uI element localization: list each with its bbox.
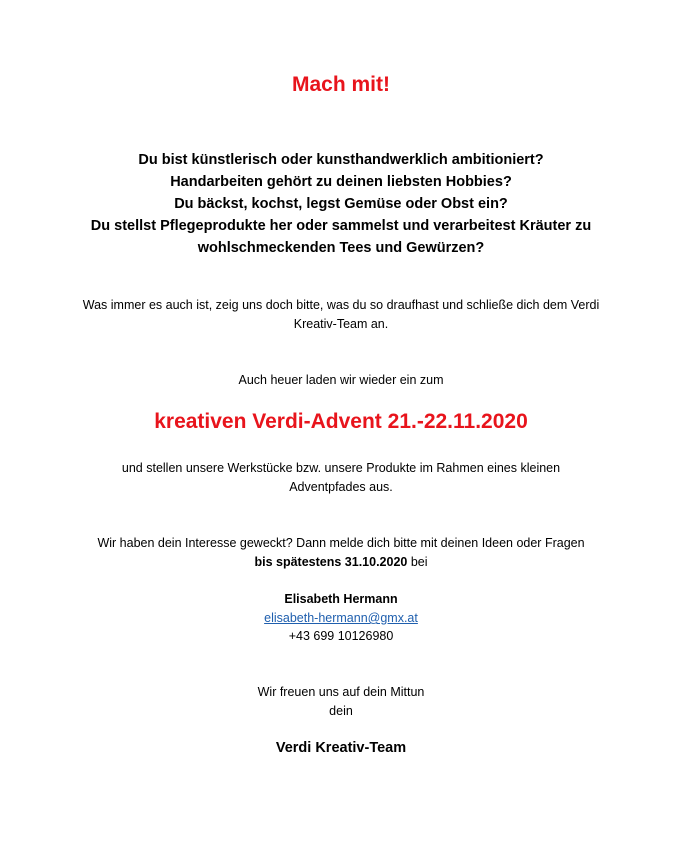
contact-email-line — [0, 609, 682, 628]
exhibit-line-1: und stellen unsere Werkstücke bzw. unsere Produkte im Rahmen eines kleinen — [121, 461, 561, 475]
signature: Verdi Kreativ-Team — [275, 740, 407, 756]
question-line-3: Du bäckst, kochst, legst Gemüse oder Obst ein? — [174, 196, 508, 212]
intro-line-1: Was immer es auch ist, zeig uns doch bitte, was du so draufhast und schließe dich dem Verdi — [82, 298, 600, 312]
deadline-date: bis spätestens 31.10.2020 — [254, 555, 408, 569]
intro-line-2: Kreativ-Team an. — [293, 317, 389, 331]
event-title: kreativen Verdi-Advent 21.-22.11.2020 — [154, 410, 528, 433]
contact-email-link[interactable]: elisabeth-hermann@gmx.at — [264, 611, 418, 625]
exhibit-line-2: Adventpfades aus. — [289, 480, 393, 494]
contact-phone: +43 699 10126980 — [288, 629, 394, 643]
question-line-4: Du stellst Pflegeprodukte her oder sammelst und verarbeitest Kräuter zu — [90, 218, 592, 234]
deadline-suffix: bei — [407, 555, 428, 569]
question-line-1: Du bist künstlerisch oder kunsthandwerklich ambitioniert? — [138, 152, 544, 168]
contact-name: Elisabeth Hermann — [284, 592, 398, 606]
deadline-line — [0, 553, 682, 572]
closing-line-1: Wir freuen uns auf dein Mittun — [257, 685, 425, 699]
contact-prompt: Wir haben dein Interesse geweckt? Dann melde dich bitte mit deinen Ideen oder Fragen — [97, 536, 585, 550]
page-title: Mach mit! — [291, 73, 390, 96]
question-line-5: wohlschmeckenden Tees und Gewürzen? — [197, 240, 485, 256]
question-line-2: Handarbeiten gehört zu deinen liebsten Hobbies? — [170, 174, 512, 190]
invite-line: Auch heuer laden wir wieder ein zum — [238, 373, 444, 387]
closing-line-2: dein — [329, 704, 353, 718]
